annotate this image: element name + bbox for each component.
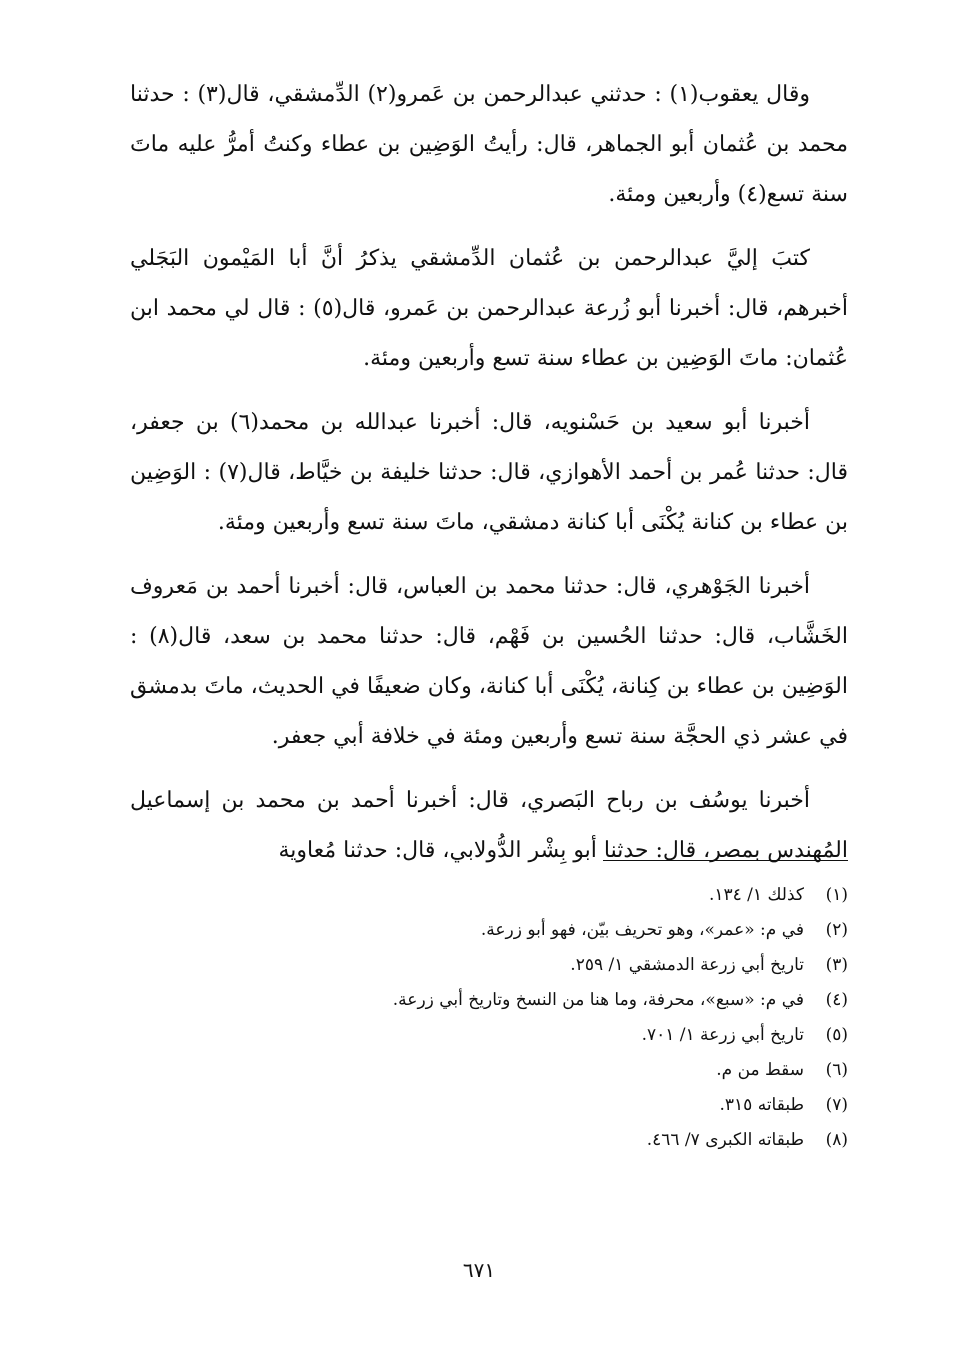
footnote [130,983,848,1018]
footnote-separator [603,860,848,861]
paragraph: أخبرنا الجَوْهري، قال: حدثنا محمد بن العباس، قال: أخبرنا أحمد بن مَعروف الخَشَّاب، قال: حدثنا الحُسين بن فَهْم، قال: حدثنا محمد بن سعد، قال(٨) : الوَضِين بن عطاء بن كِنانة، يُكْنَى أبا كنانة، وكان ضعيفًا في الحديث، ماتَ بدمشق في عشر ذي الحجَّة سنة تسع وأربعين ومئة في خلافة أبي جعفر. [130,574,848,749]
footnote-number: (٥) [825,1025,848,1045]
footnote-text: تاريخ أبي زرعة ١/ ٧٠١. [641,1025,804,1045]
footnote [130,948,848,983]
paragraph: أخبرنا أبو سعيد بن حَسْنويه، قال: أخبرنا عبدالله بن محمد(٦) بن جعفر، قال: حدثنا عُمر بن أحمد الأهوازي، قال: حدثنا خليفة بن خيَّاط، قال(٧) : الوَضِين بن عطاء بن كنانة يُكْنَى أبا كنانة دمشقي، ماتَ سنة تسع وأربعين ومئة. [130,410,849,535]
footnote-number: (٣) [825,955,848,975]
footnote-number: (١) [825,885,848,905]
footnote-number: (٨) [825,1130,848,1150]
footnote-text: كذلك ١/ ١٣٤. [708,885,804,905]
footnote-text: في م: «عمر»، وهو تحريف بيّن، فهو أبو زرعة. [480,920,804,940]
paragraph: وقال يعقوب(١) : حدثني عبدالرحمن بن عَمرو(٢) الدِّمشقي، قال(٣) : حدثنا محمد بن عُثمان أبو الجماهر، قال: رأيتُ الوَضِين بن عطاء وكنتُ أمرُّ عليه ماتَ سنة تسع(٤) وأربعين ومئة. [130,82,848,207]
footnote-number: (٢) [825,920,848,940]
footnote [130,913,848,948]
footnote-text: في م: «سبع»، محرفة، وما هنا من النسخ وتاريخ أبي زرعة. [392,990,804,1010]
footnote [130,1018,848,1053]
footnote [130,1123,848,1158]
footnote-text: سقط من م. [716,1060,804,1080]
footnote-number: (٦) [825,1060,848,1080]
footnote-text: طبقاته الكبرى ٧/ ٤٦٦. [646,1130,804,1150]
footnote-number: (٤) [825,990,848,1010]
footnotes [130,878,848,1158]
footnote [130,1053,848,1088]
paragraph: كتبَ إليَّ عبدالرحمن بن عُثمان الدِّمشقي يذكرُ أنَّ أبا المَيْمون البَجَلي أخبرهم، قال: أخبرنا أبو زُرعة عبدالرحمن بن عَمرو، قال(٥) : قال لي محمد ابن عُثمان: ماتَ الوَضِين بن عطاء سنة تسع وأربعين ومئة. [130,246,848,371]
footnote-number: (٧) [825,1095,848,1115]
footnote [130,1088,848,1123]
main-text [130,70,848,876]
footnote [130,878,848,913]
paragraph: أخبرنا يوسُف بن رباح البَصري، قال: أخبرنا أحمد بن محمد بن إسماعيل المُهندس بمصر، قال: حدثنا أبو بِشْر الدُّولابي، قال: حدثنا مُعاوية [130,788,848,863]
page-number: ٦٧١ [462,1258,496,1282]
footnote-text: تاريخ أبي زرعة الدمشقي ١/ ٢٥٩. [570,955,804,975]
footnote-text: طبقاته ٣١٥. [719,1095,804,1115]
